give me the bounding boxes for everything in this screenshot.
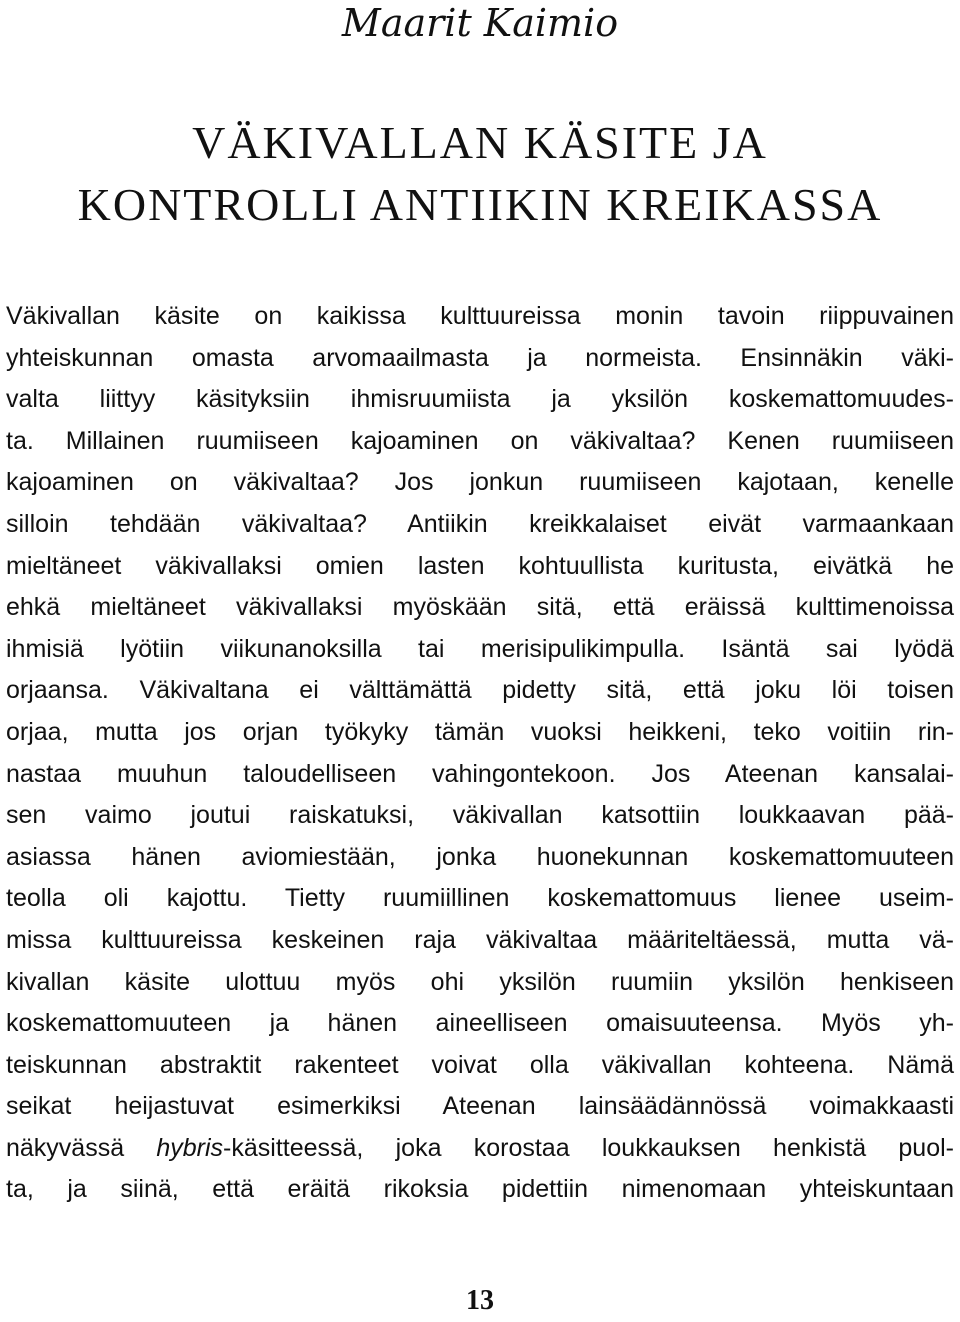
text-line: nastaa muuhun taloudelliseen vahingontekoon. Jos Ateenan kansalai- — [6, 759, 954, 788]
text-line: sen vaimo joutui raiskatuksi, väkivallan katsottiin loukkaavan pää- — [6, 801, 954, 830]
text-line: seikat heijastuvat esimerkiksi Ateenan lainsäädännössä voimakkaasti — [6, 1092, 954, 1121]
text-segment: -käsitteessä, joka korostaa loukkauksen henkistä puol- — [223, 1133, 954, 1162]
text-line: asiassa hänen aviomiestään, jonka huonekunnan koskemattomuuteen — [6, 842, 954, 871]
text-line: ihmisiä lyötiin viikunanoksilla tai merisipulikimpulla. Isäntä sai lyödä — [6, 634, 954, 663]
text-line: ehkä mieltäneet väkivallaksi myöskään sitä, että eräissä kulttimenoissa — [6, 593, 954, 622]
chapter-title-line-1: VÄKIVALLAN KÄSITE JA — [192, 117, 768, 168]
text-line: kajoaminen on väkivaltaa? Jos jonkun ruumiiseen kajotaan, kenelle — [6, 468, 954, 497]
text-line: ta. Millainen ruumiiseen kajoaminen on väkivaltaa? Kenen ruumiiseen — [6, 426, 954, 455]
text-line: teiskunnan abstraktit rakenteet voivat olla väkivallan kohteena. Nämä — [6, 1050, 954, 1079]
chapter-title — [0, 112, 960, 236]
text-line: yhteiskunnan omasta arvomaailmasta ja normeista. Ensinnäkin väki- — [6, 343, 954, 372]
chapter-title-line-2: KONTROLLI ANTIIKIN KREIKASSA — [77, 179, 883, 230]
text-line: valta liittyy käsityksiin ihmisruumiista ja yksilön koskemattomuudes- — [6, 385, 954, 414]
text-line: Väkivallan käsite on kaikissa kulttuureissa monin tavoin riippuvainen — [6, 302, 954, 330]
text-line-hybris — [6, 1128, 954, 1170]
text-line: koskemattomuuteen ja hänen aineelliseen omaisuuteensa. Myös yh- — [6, 1009, 954, 1038]
text-line: orjaa, mutta jos orjan työkyky tämän vuoksi heikkeni, teko voitiin rin- — [6, 717, 954, 746]
text-segment: näkyvässä — [6, 1133, 157, 1162]
text-line: kivallan käsite ulottuu myös ohi yksilön ruumiin yksilön henkiseen — [6, 967, 954, 996]
body-paragraph — [6, 296, 954, 1211]
page-number: 13 — [466, 1285, 494, 1316]
text-line: silloin tehdään väkivaltaa? Antiikin kreikkalaiset eivät varmaankaan — [6, 509, 954, 538]
text-line: orjaansa. Väkivaltana ei välttämättä pidetty sitä, että joku löi toisen — [6, 676, 954, 705]
text-line: ta, ja siinä, että eräitä rikoksia pidettiin nimenomaan yhteiskuntaan — [6, 1175, 954, 1204]
text-line: teolla oli kajottu. Tietty ruumiillinen koskemattomuus lienee useim- — [6, 884, 954, 913]
text-line: mieltäneet väkivallaksi omien lasten kohtuullista kuritusta, eivätkä he — [6, 551, 954, 580]
text-line: missa kulttuureissa keskeinen raja väkivaltaa määriteltäessä, mutta vä- — [6, 925, 954, 954]
author-name: Maarit Kaimio — [341, 1, 619, 45]
italic-term: hybris — [156, 1133, 224, 1162]
